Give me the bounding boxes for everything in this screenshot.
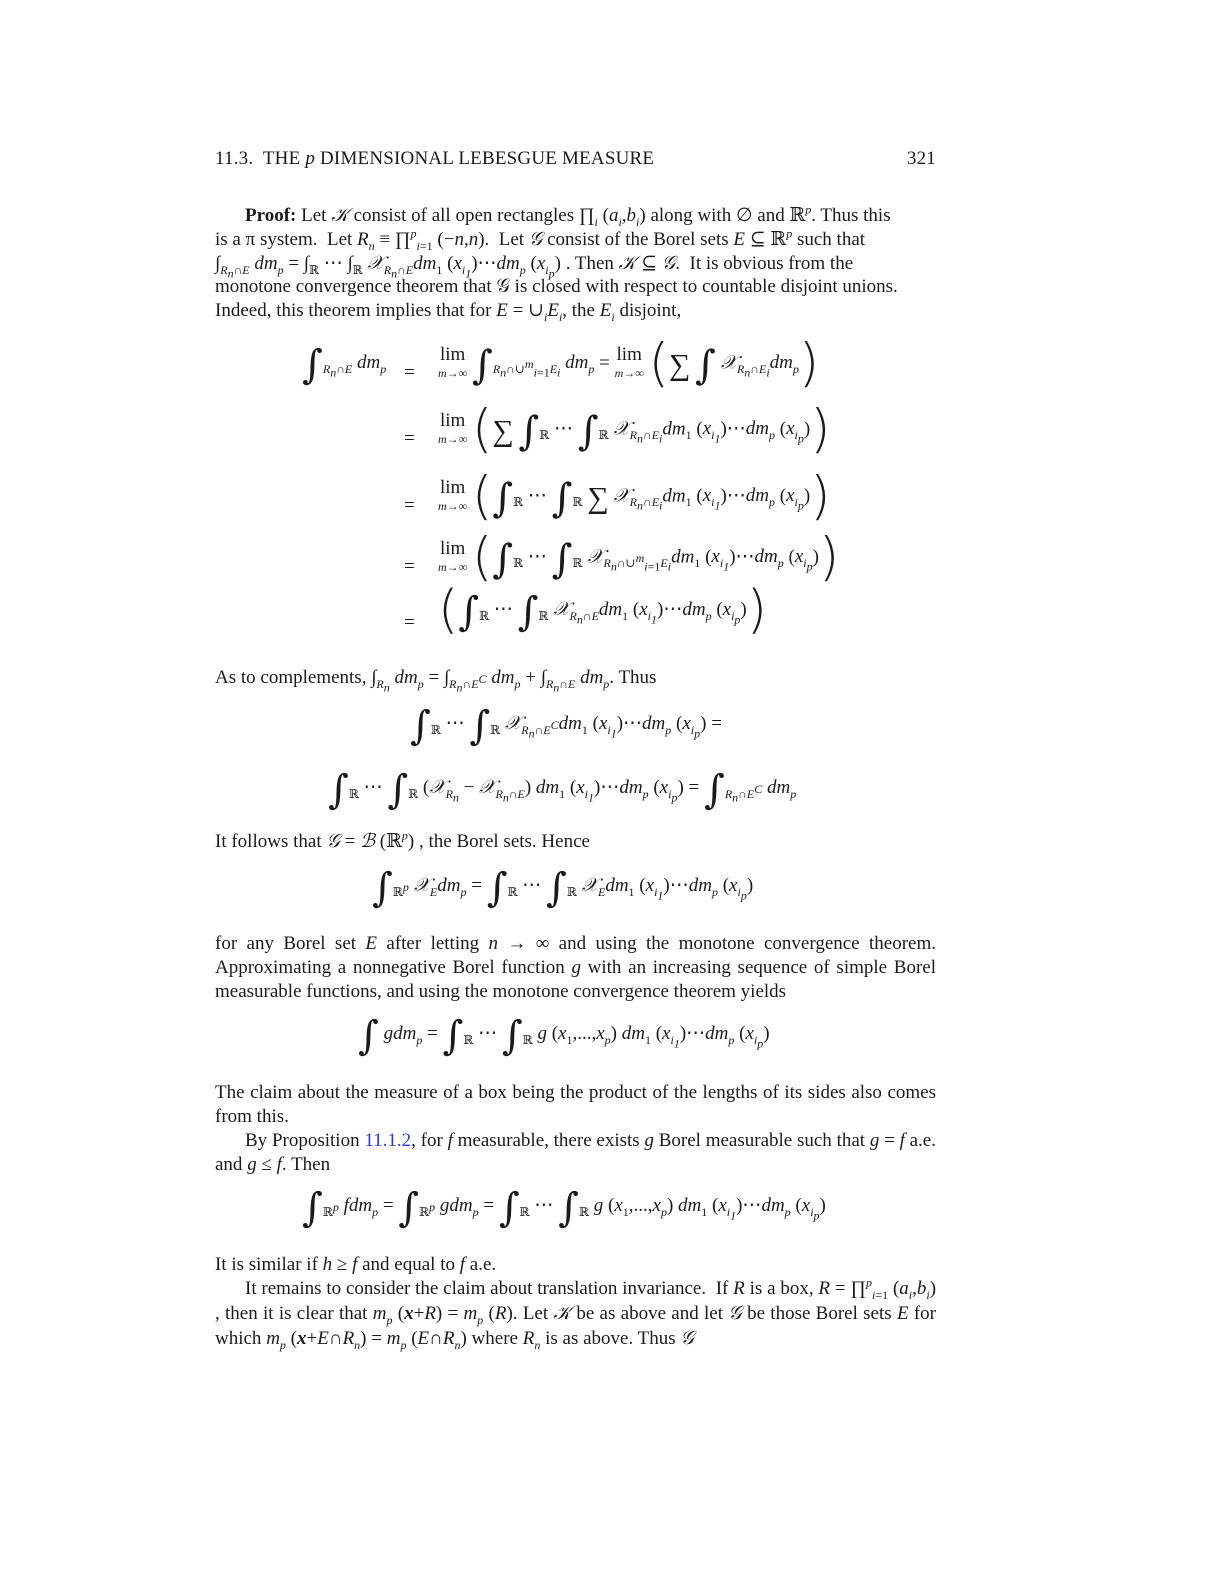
complement-eq-line1: $\int_ℝ$ ⋯ $\int_ℝ$ $𝒳_{R_n\cap E^C}dm_1$ $(x_{i_1})\cdots dm_p$ $(x_{i_p})$ =	[410, 703, 722, 749]
page-number: 321	[906, 148, 936, 169]
follows-paragraph: It follows that 𝒢 = ℬ (ℝ$^p$) , the Borel sets. Hence	[215, 828, 590, 852]
g-eq: ∫ $gdm_p = \int_ℝ$ ⋯ $\int_ℝ$ g $(x_1,...,x_p)$ $dm_1$ $(x_{i_1})\cdots dm_p$ $(x_{i_p})$	[358, 1013, 770, 1059]
eq4-rhs: lim m→∞ ($\int_ℝ$ ⋯ $\int_ℝ$ $𝒳_{R_n\cap\cup^m_{i=1}E_i}dm_1$ $(x_{i_1})\cdots dm_p$ $(x_{i_p})$)	[438, 527, 840, 588]
translation-paragraph: It remains to consider the claim about translation invariance. If R is a box, R = ∏$^p_{i=1}$ $(a_i,b_i)$ , then it is clear that $m_p$ $(x+R) = m_p$ (R). Let 𝒦 be as above and let 𝒢 be those Borel sets E for which $m_p$ $(x+E\cap R_n) = m_p$ $(E\cap R_n)$ where $R_n$ is as above. Thus 𝒢	[215, 1275, 937, 1352]
eq5-equals: =	[404, 612, 415, 633]
proof-line-4: monotone convergence theorem that 𝒢 is closed with respect to countable disjoint unions.	[215, 276, 898, 297]
proof-paragraph: Proof: Let 𝒦 consist of all open rectangles $\prod_i$ $(a_i,b_i)$ along with ∅ and ℝ$^p$. Thus this	[245, 202, 891, 229]
proof-line-2: is a π system. Let $R_n$ ≡ ∏$^p_{i=1}$ (−n,n). Let 𝒢 consist of the Borel sets E ⊆ ℝ$^p$ such that	[215, 226, 866, 253]
borel-paragraph: for any Borel set E after letting n → ∞ and using the monotone convergence theorem. Approximating a nonnegative Borel function g with an increasing sequence of simple Borel measurable functions, and using the monotone convergence theorem yields	[215, 933, 937, 1002]
claim-paragraph: The claim about the measure of a box being the product of the lengths of its sides also comes from this.	[215, 1082, 936, 1127]
running-head	[215, 148, 936, 170]
proposition-paragraph: By Proposition 11.1.2, for f measurable, there exists g Borel measurable such that g = f a.e. and g ≤ f. Then	[215, 1130, 936, 1175]
eq3-equals: =	[404, 495, 415, 516]
proof-label: Proof:	[245, 205, 297, 226]
proposition-link[interactable]: 11.1.2	[364, 1130, 412, 1151]
proof-line-5: Indeed, this theorem implies that for $E = \cup_iE_i$, the $E_i$ disjoint,	[215, 300, 682, 324]
eq3-rhs: lim m→∞ ($\int_ℝ$ ⋯ $\int_ℝ$ ∑ $𝒳_{R_n\cap E_i}dm_1$ $(x_{i_1})\cdots dm_p$ $(x_{i_p})$)	[438, 466, 831, 527]
eq2-rhs: lim m→∞ (∑ $\int_ℝ$ ⋯ $\int_ℝ$ $𝒳_{R_n\cap E_i}dm_1$ $(x_{i_1})\cdots dm_p$ $(x_{i_p})$)	[438, 399, 831, 460]
f-eq: $\int_{ℝ^p}$ $fdm_p = \int_{ℝ^p}$ $gdm_p = \int_ℝ$ ⋯ $\int_ℝ$ g $(x_1,...,x_p)$ $dm_1$ $(x_{i_1})\cdots dm_p$ $(x_{i_p})$	[302, 1185, 826, 1231]
eq1-equals: =	[404, 362, 415, 383]
proof-line-3: $\int_{R_n\cap E}$ $dm_p = \int_ℝ$ ⋯ $\int_ℝ$ $𝒳_{R_n\cap E}dm_1$ $(x_{i_1})\cdots dm_p$ $(x_{i_p})$ . Then 𝒦 ⊆ 𝒢. It is obvious from the	[215, 252, 854, 281]
eq2-equals: =	[404, 428, 415, 449]
borel-eq: $\int_{ℝ^p}$ $𝒳_Edm_p = \int_ℝ$ ⋯ $\int_ℝ$ $𝒳_Edm_1$ $(x_{i_1})\cdots dm_p$ $(x_{i_p})$	[372, 865, 754, 911]
eq1-lhs: $\int_{R_n\cap E}$ $dm_p$	[302, 342, 387, 388]
complements-paragraph: As to complements, $\int_{R_n}$ $dm_p = \int_{R_n\cap E^C}$ $dm_p + \int_{R_n\cap E}$ $dm_p$. Thus	[215, 667, 657, 695]
eq4-equals: =	[404, 556, 415, 577]
section-title: 11.3. THE p DIMENSIONAL LEBESGUE MEASURE	[215, 148, 655, 169]
eq1-rhs: lim m→∞ $\int_{R_n\cap\cup^m_{i=1}E_i}$ $dm_p = \lim$ m→∞ (∑ ∫ $𝒳_{R_n\cap E_i}dm_p$)	[438, 333, 820, 394]
complement-eq-line2: $\int_ℝ$ ⋯ $\int_ℝ$ (𝒳$_{R_n}$ − 𝒳$_{R_n\cap E}$) $dm_1$ $(x_{i_1})\cdots dm_p$ $(x_{i_p}) = \int_{R_n\cap E^C}$ $dm_p$	[328, 767, 797, 813]
similar-paragraph: It is similar if h ≥ f and equal to f a.e.	[215, 1254, 497, 1275]
eq5-rhs: ($\int_ℝ$ ⋯ $\int_ℝ$ $𝒳_{R_n\cap E}dm_1$ $(x_{i_1})\cdots dm_p$ $(x_{i_p})$)	[438, 580, 768, 640]
